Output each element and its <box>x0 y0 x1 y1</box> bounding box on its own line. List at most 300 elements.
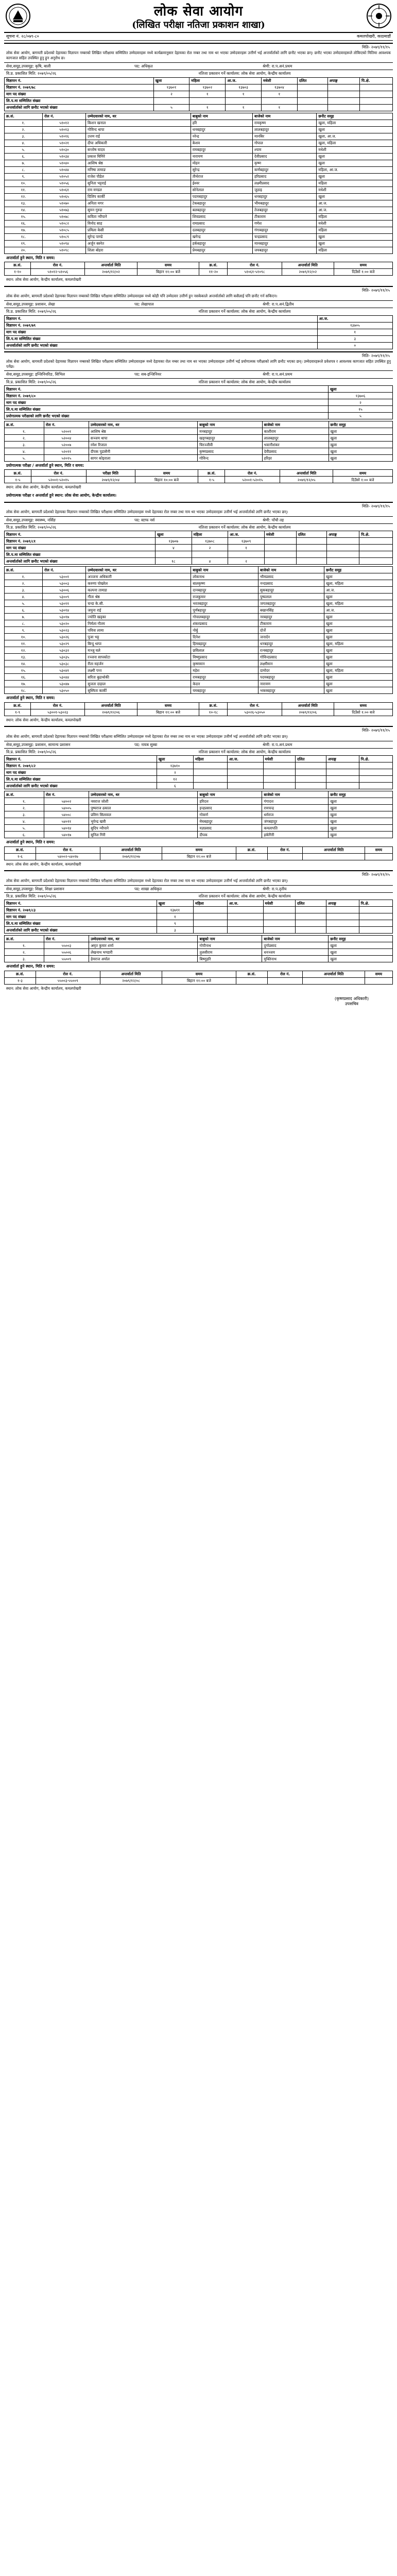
seat-header-cell: अपाङ्ग <box>327 77 359 84</box>
post-meta <box>4 516 393 523</box>
seat-row <box>5 913 393 920</box>
seat-cell <box>326 913 359 920</box>
seat-cell <box>227 913 263 920</box>
candidate-row <box>5 442 393 448</box>
seat-cell <box>327 97 359 104</box>
candidate-cell: ज्योति खड्का <box>86 614 191 620</box>
candidate-cell: खुला <box>324 594 393 600</box>
seat-cell <box>194 762 228 769</box>
seat-cell: २ <box>192 545 228 551</box>
candidate-cell: ५४०१७ <box>44 832 89 838</box>
candidate-cell: खुला <box>317 193 393 200</box>
seat-cell: विज्ञापन नं. २०७९/८१ <box>5 538 156 545</box>
candidate-cell: देवीप्रसाद <box>262 448 329 455</box>
candidate-cell: हेमराज अर्याल <box>89 956 198 962</box>
candidate-cell: १७. <box>5 681 43 687</box>
candidate-cell: ८. <box>5 620 43 627</box>
candidate-cell: १२. <box>5 647 43 654</box>
seat-cell <box>326 769 359 776</box>
seat-cell <box>327 545 359 551</box>
seat-row <box>5 322 393 329</box>
candidate-cell: भुपेन्द्र खत्री <box>89 818 198 825</box>
candidate-cell: २. <box>5 805 44 811</box>
candidate-cell: ५२००१ <box>44 428 89 435</box>
interview-title: प्रयोगात्मक परीक्षा / अन्तर्वार्ता हुने स्थान, मिति र समय: <box>6 463 84 468</box>
interview-header-cell: समय <box>365 846 392 853</box>
candidate-header-cell: रोल नं. <box>44 791 89 798</box>
seat-cell: ५ <box>153 104 189 111</box>
candidate-cell: ५१०६५ <box>43 193 86 200</box>
interview-cell: १-३ <box>5 977 36 984</box>
candidate-cell: खुला <box>324 687 393 694</box>
seat-cell <box>359 927 392 934</box>
seat-cell <box>295 927 326 934</box>
candidate-header-cell: बाबुको नाम <box>191 567 258 573</box>
seat-cell <box>189 97 226 104</box>
candidate-cell: ६. <box>5 832 44 838</box>
seat-header-cell: महिला <box>194 756 228 762</box>
candidate-cell: नोर्बु <box>191 627 258 634</box>
candidate-cell: खुला <box>329 949 393 956</box>
candidate-cell: १४. <box>5 207 43 213</box>
candidate-table <box>4 421 393 462</box>
section-date: मिति- २०७९/११/१५ <box>362 728 390 733</box>
candidate-cell: महिला <box>317 247 393 253</box>
candidate-cell: ५४०१४ <box>44 825 89 832</box>
candidate-cell: १९. <box>5 240 43 247</box>
candidate-cell: दिलिप कार्की <box>86 193 191 200</box>
candidate-cell: महिला <box>317 180 393 187</box>
candidate-cell: बिष्णुहरि <box>198 956 262 962</box>
seat-cell <box>359 769 392 776</box>
interview-header-cell: अन्तर्वार्ता मिति <box>85 262 137 268</box>
seat-cell <box>359 913 392 920</box>
meta-published: वि.प्र. प्रकाशित मिति: २०७९/०५/२६ <box>6 379 57 384</box>
candidate-cell: मानबिर <box>253 133 317 140</box>
seat-cell <box>296 558 326 565</box>
candidate-cell: प्रमिला केसी <box>86 227 191 233</box>
seat-header-cell: पि.क्षे. <box>359 531 393 538</box>
candidate-cell: ५१०५२ <box>43 173 86 180</box>
seat-cell <box>326 783 359 789</box>
interview-header-cell: समय <box>137 262 199 268</box>
candidate-cell: ३. <box>5 811 44 818</box>
seat-cell: अन्तर्वार्ताको लागि छनौट भएको संख्या <box>5 342 318 349</box>
seat-cell <box>326 920 359 927</box>
candidate-cell: हर्कबहादुर <box>191 240 252 247</box>
candidate-header-cell: उम्मेदवारको नाम, थर <box>89 936 198 942</box>
candidate-row <box>5 594 393 600</box>
seat-cell <box>296 538 326 545</box>
meta-service: सेवा,समूह,उपसमूह: प्रशासन, सामान्य प्रशासन <box>6 742 71 747</box>
seat-cell: विज्ञापन नं. २०७९/८० <box>5 393 329 399</box>
seat-cell: अन्तर्वार्ताको लागि छनौट भएको संख्या <box>5 783 157 789</box>
candidate-row <box>5 634 393 640</box>
candidate-cell: मधेशी <box>317 146 393 153</box>
seat-cell <box>295 783 326 789</box>
candidate-cell: खुला, आ.ज. <box>317 133 393 140</box>
post-meta <box>4 62 393 70</box>
seat-cell: १३७०९ <box>228 538 265 545</box>
candidate-cell: २. <box>5 126 43 133</box>
candidate-cell: ५३०३२ <box>43 647 86 654</box>
meta-class: श्रेणी: रा.प.अनं.प्रथम <box>263 63 292 69</box>
seat-cell <box>327 91 359 97</box>
seat-cell <box>263 783 295 789</box>
section-paragraph: लोक सेवा आयोग, बागमती प्रदेशको देहायका विज्ञापन नम्बरको लिखित परीक्षामा सम्मिलित उम्मेदवारहरू मध्ये कोही पनि उम्मेदवार उत्तीर्ण हुन नसकेकाले अन्तर्वार्ताको लागि कसैलाई पनि छनौट गर्न सकिएन। <box>6 294 278 299</box>
interview-cell: १-५ <box>198 477 225 483</box>
interview-header-cell: अन्तर्वार्ता मिति <box>85 702 137 709</box>
candidate-cell: खुला <box>317 233 393 240</box>
candidate-cell: खुला <box>317 160 393 166</box>
seat-cell <box>156 551 192 558</box>
interview-header-cell: समय <box>333 470 393 477</box>
candidate-cell: २. <box>5 949 44 956</box>
candidate-cell: खुला <box>329 798 393 805</box>
candidate-cell: नारायण <box>191 153 252 160</box>
candidate-cell: मुक्तिनाथ <box>262 956 329 962</box>
interview-header-cell: परीक्षा मिति <box>86 470 135 477</box>
seat-cell <box>228 551 265 558</box>
candidate-header-cell: बाबुको नाम <box>198 936 262 942</box>
post-meta <box>4 370 393 378</box>
seat-header-cell: अपाङ्ग <box>327 531 359 538</box>
interview-header-row <box>5 846 393 853</box>
candidate-cell: खुला <box>324 573 393 580</box>
seat-cell <box>359 783 392 789</box>
candidate-cell: धर्मराज <box>262 811 329 818</box>
candidate-cell: ५५००६ <box>44 949 89 956</box>
meta-service: सेवा,समूह,उपसमूह: स्वास्थ्य, नर्सिङ <box>6 517 56 522</box>
seat-cell <box>227 776 263 783</box>
result-section <box>4 351 393 500</box>
candidate-cell: केदार <box>191 681 258 687</box>
interview-cell <box>303 977 365 984</box>
candidate-cell: हिमबहादुर <box>191 640 258 647</box>
candidate-cell: खुला <box>324 654 393 660</box>
seat-header-cell: आ.ज. <box>227 900 263 907</box>
interview-cell: १-९ <box>5 709 31 716</box>
candidate-cell: ५१०१२ <box>43 120 86 126</box>
candidate-table <box>4 935 393 962</box>
meta-level: पद: नायब सुब्बा <box>134 742 158 747</box>
seat-cell <box>227 783 263 789</box>
commission-title: लोक सेवा आयोग <box>153 4 244 19</box>
candidate-cell: काशीराम <box>262 428 329 435</box>
candidate-cell: ५. <box>5 146 43 153</box>
candidate-row <box>5 956 393 962</box>
candidate-cell: दीपक <box>198 832 262 838</box>
candidate-cell: सागर कोइराला <box>89 455 197 462</box>
interview-table <box>4 971 393 985</box>
candidate-cell: ४. <box>5 594 43 600</box>
seat-cell: १३७१० <box>157 762 193 769</box>
seat-header-cell: विज्ञापन नं. <box>5 386 329 393</box>
candidate-cell: १. <box>5 942 44 949</box>
candidate-cell: मधेशी <box>317 220 393 227</box>
candidate-cell: पदमबहादुर <box>191 193 252 200</box>
candidate-cell: ९. <box>5 173 43 180</box>
seat-cell <box>295 907 326 913</box>
interview-header-row <box>5 702 393 709</box>
candidate-row <box>5 647 393 654</box>
candidate-row <box>5 126 393 133</box>
candidate-header-cell: रोल नं. <box>43 567 86 573</box>
candidate-cell: ५३०२० <box>43 620 86 627</box>
candidate-cell: अमृत कुमार शर्मा <box>89 942 198 949</box>
seat-cell <box>264 538 296 545</box>
interview-cell: ५३००१-५३०२३ <box>31 709 85 716</box>
interview-cell: १-५ <box>5 477 31 483</box>
candidate-cell: १५. <box>5 667 43 674</box>
interview-header-cell: अन्तर्वार्ता मिति <box>100 971 162 977</box>
seat-header-cell: विज्ञापन नं. <box>5 77 154 84</box>
candidate-cell: १३. <box>5 654 43 660</box>
candidate-row <box>5 160 393 166</box>
seat-cell: माग पद संख्या <box>5 399 329 406</box>
notice-info-row <box>4 33 393 41</box>
interview-header-cell: रोल नं. <box>267 971 303 977</box>
candidate-cell: पवित्रा लामा <box>86 627 191 634</box>
candidate-cell: ५१०४४ <box>43 166 86 173</box>
candidate-cell: खुला <box>329 818 393 825</box>
seat-header-cell: विज्ञापन नं. <box>5 315 318 322</box>
seat-cell <box>264 551 296 558</box>
seat-header-cell: मधेशी <box>261 77 297 84</box>
candidate-cell: १. <box>5 798 44 805</box>
interview-cell <box>303 853 365 860</box>
interview-header-cell: रोल नं. <box>228 702 282 709</box>
candidate-header-cell: उम्मेदवारको नाम, थर <box>86 567 191 573</box>
candidate-row <box>5 667 393 674</box>
candidate-cell: खुला <box>324 674 393 681</box>
interview-title: अन्तर्वार्ता हुने स्थान, मिति र समय: <box>6 255 55 260</box>
candidate-row <box>5 949 393 956</box>
seat-cell: लि.प.मा सम्मिलित संख्या <box>5 920 157 927</box>
candidate-cell: ५. <box>5 825 44 832</box>
seat-cell <box>296 551 326 558</box>
candidate-cell: भीमप्रसाद <box>258 573 324 580</box>
candidate-cell: सुस्मिता कार्की <box>86 687 191 694</box>
seat-cell: १३७०४ <box>261 84 297 91</box>
candidate-cell: खुला <box>329 825 393 832</box>
candidate-cell: कृष्णमान <box>191 660 258 667</box>
candidate-header-cell: बाबुको नाम <box>191 113 252 120</box>
candidate-cell: मेघबहादुर <box>198 818 262 825</box>
seat-cell: विज्ञापन नं. २०७९/७८ <box>5 84 154 91</box>
seat-row <box>5 399 393 406</box>
seat-cell <box>261 97 297 104</box>
interview-cell: १-६ <box>5 853 36 860</box>
seat-cell: लि.प.मा सम्मिलित संख्या <box>5 776 157 783</box>
candidate-row <box>5 173 393 180</box>
candidate-cell: दिनेश <box>191 634 258 640</box>
candidate-header-cell: बाबुको नाम <box>198 421 262 428</box>
candidate-cell: धनबहादुर <box>191 126 252 133</box>
seat-cell <box>227 907 263 913</box>
interview-header-cell: अन्तर्वार्ता मिति <box>303 971 365 977</box>
candidate-cell: ७. <box>5 614 43 620</box>
candidate-cell: जनार्दन <box>258 634 324 640</box>
candidate-cell: गोकर्ण <box>198 811 262 818</box>
candidate-header-cell: बाजेको नाम <box>262 421 329 428</box>
section-note: प्रयोगात्मक परीक्षा र अन्तर्वार्ता हुने स्थान: लोक सेवा आयोग, केन्द्रीय कार्यालय। <box>6 493 116 498</box>
interview-header-cell: रोल नं. <box>36 971 100 977</box>
candidate-cell: १०. <box>5 180 43 187</box>
seat-cell <box>194 907 228 913</box>
candidate-cell: यज्ञप्रसाद <box>198 825 262 832</box>
interview-cell: २०७९/१२/०८ <box>100 977 162 984</box>
interview-cell: ५५००३-५५००९ <box>36 977 100 984</box>
candidate-cell: कल्पना तामाङ <box>86 587 191 594</box>
interview-cell <box>236 977 267 984</box>
interview-header-cell: क्र.सं. <box>5 971 36 977</box>
meta-published: वि.प्र. प्रकाशित मिति: २०७९/०५/२६ <box>6 71 57 76</box>
seat-row <box>5 538 393 545</box>
candidate-cell: खुला, महिला <box>324 640 393 647</box>
candidate-cell: बलबहादुर <box>191 207 252 213</box>
candidate-cell: हरिहर <box>262 455 329 462</box>
interview-cell: २०७९/१२/०५ <box>280 477 333 483</box>
seat-cell: १३७०२ <box>189 84 226 91</box>
candidate-cell: रीता महर्जन <box>86 660 191 667</box>
candidate-cell: ५३०४४ <box>43 674 86 681</box>
interview-header-cell: समय <box>365 971 392 977</box>
interview-cell: बिहान ११:०० बजे <box>137 709 199 716</box>
candidate-cell: खुला <box>324 681 393 687</box>
interview-cell: २०७९/१२/०७ <box>100 853 162 860</box>
seat-row <box>5 776 393 783</box>
interview-header-cell: अन्तर्वार्ता मिति <box>282 702 334 709</box>
seat-cell: लि.प.मा सम्मिलित संख्या <box>5 97 154 104</box>
seat-row <box>5 920 393 927</box>
seat-cell: १८ <box>156 558 192 565</box>
candidate-cell: भवानीशंकर <box>262 442 329 448</box>
seat-row <box>5 329 393 335</box>
candidate-cell: पूजा भट्ट <box>86 634 191 640</box>
candidate-cell: ५३०२९ <box>43 640 86 647</box>
candidate-row <box>5 153 393 160</box>
seat-cell <box>326 927 359 934</box>
candidate-table <box>4 791 393 838</box>
candidate-cell: सुरेन्द्र <box>191 166 252 173</box>
psc-logo-icon <box>366 3 392 29</box>
candidate-cell: लेखनाथ भण्डारी <box>89 949 198 956</box>
candidate-cell: लक्ष्मीमान <box>258 660 324 667</box>
candidate-cell: नवराज जोशी <box>89 798 198 805</box>
candidate-cell: चिरञ्जीवी <box>198 442 262 448</box>
candidate-row <box>5 660 393 667</box>
interview-cell: ५१०१२-५१०५६ <box>31 268 85 275</box>
interview-cell: १-१० <box>5 268 31 275</box>
interview-row <box>5 268 393 275</box>
candidate-cell: सुजता दाहाल <box>86 681 191 687</box>
interview-cell: ५४००२-५४०१७ <box>36 853 100 860</box>
candidate-header-cell: बाबुको नाम <box>198 791 262 798</box>
candidate-cell: नरेन्द्र <box>191 133 252 140</box>
candidate-row <box>5 180 393 187</box>
interview-header-cell: समय <box>162 846 236 853</box>
seat-cell: १ <box>157 913 193 920</box>
seat-cell <box>359 551 393 558</box>
candidate-cell: ३. <box>5 442 44 448</box>
seat-cell: १ <box>226 91 262 97</box>
candidate-cell: राजकुमार <box>191 594 258 600</box>
candidate-cell: दानबहादुर <box>191 587 258 594</box>
interview-cell: २०७९/१२/०२ <box>85 268 137 275</box>
candidate-row <box>5 428 393 435</box>
candidate-cell: छविलाल <box>191 647 258 654</box>
seat-cell: ४ <box>156 545 192 551</box>
candidate-cell: १३. <box>5 200 43 207</box>
candidate-cell: सुनिता भट्टराई <box>86 180 191 187</box>
signer-post: उपसचिव <box>345 1002 358 1007</box>
candidate-cell: ११. <box>5 187 43 193</box>
candidate-cell: महिला <box>317 227 393 233</box>
candidate-row <box>5 681 393 687</box>
seat-row <box>5 762 393 769</box>
candidate-cell: जयबहादुर <box>253 247 317 253</box>
section-paragraph: लोक सेवा आयोग, बागमती प्रदेशको देहायका विज्ञापन नम्बरको लिखित परीक्षामा सम्मिलित उम्मेदवारहरू मध्ये देहायका रोल नम्बर तथा नाम थर भएका उम्मेदवारहरू उत्तीर्ण भई अन्तर्वार्ताको लागि छनौट भएका छन्। <box>6 734 288 739</box>
candidate-cell: प्रेमबहादुर <box>191 247 252 253</box>
seat-row <box>5 545 393 551</box>
candidate-cell: उत्तम राई <box>86 133 191 140</box>
candidate-cell: कृष्ण <box>253 160 317 166</box>
seat-cell <box>297 97 327 104</box>
candidate-row <box>5 435 393 442</box>
seat-row <box>5 393 393 399</box>
interview-header-cell: अन्तर्वार्ता मिति <box>100 846 162 853</box>
interview-header-cell: समय <box>334 262 392 268</box>
candidate-cell: दुर्गाप्रसाद <box>262 942 329 949</box>
candidate-cell: लालबहादुर <box>262 435 329 442</box>
interview-cell: ५३०२६-५३०५० <box>228 709 282 716</box>
candidate-header-cell: बाजेको नाम <box>262 936 329 942</box>
candidate-cell: विष्णुप्रसाद <box>191 654 258 660</box>
candidate-cell: ५३००९ <box>43 594 86 600</box>
seat-cell <box>192 551 228 558</box>
candidate-cell: पूर्णबहादुर <box>191 607 258 614</box>
seat-cell: १ <box>189 104 226 111</box>
seat-cell <box>359 776 392 783</box>
candidate-cell: आ.ज. <box>324 587 393 594</box>
candidate-row <box>5 942 393 949</box>
candidate-cell: प्रविण सिलवाल <box>89 811 198 818</box>
candidate-cell: खुला <box>329 956 393 962</box>
candidate-cell: सुनिल गिरी <box>89 832 198 838</box>
candidate-cell: गंगादत्त <box>262 798 329 805</box>
publish-meta <box>4 892 393 900</box>
seat-header-row <box>5 756 393 762</box>
seat-row <box>5 927 393 934</box>
section-paragraph: लोक सेवा आयोग, बागमती प्रदेशको देहायका विज्ञापन नम्बरको लिखित परीक्षामा सम्मिलित उम्मेदवारहरू मध्ये देहायका रोल नम्बर तथा नाम थर भएका उम्मेदवारहरू उत्तीर्ण भई अन्तर्वार्ताको लागि छनौट भएका छन्। <box>6 878 288 883</box>
candidate-cell: ५३००३ <box>43 580 86 587</box>
candidate-cell: रञ्जना सापकोटा <box>86 654 191 660</box>
candidate-cell: टीकाराम <box>253 213 317 220</box>
candidate-cell: नरबहादुर <box>258 614 324 620</box>
candidate-cell: शिला बोहरा <box>86 247 191 253</box>
seat-header-cell: अपाङ्ग <box>326 900 359 907</box>
meta-published: वि.प्र. प्रकाशित मिति: २०७९/०५/२६ <box>6 525 57 530</box>
candidate-cell: हरिदत्त <box>198 798 262 805</box>
candidate-cell: श्याम <box>253 146 317 153</box>
candidate-cell: ५३०३५ <box>43 654 86 660</box>
candidate-cell: राम मण्डल <box>86 187 191 193</box>
candidate-cell: पुष्पराज ढकाल <box>89 805 198 811</box>
candidate-cell: खुला <box>324 620 393 627</box>
seat-header-cell: पि.क्षे. <box>359 756 392 762</box>
interview-cell <box>365 977 392 984</box>
